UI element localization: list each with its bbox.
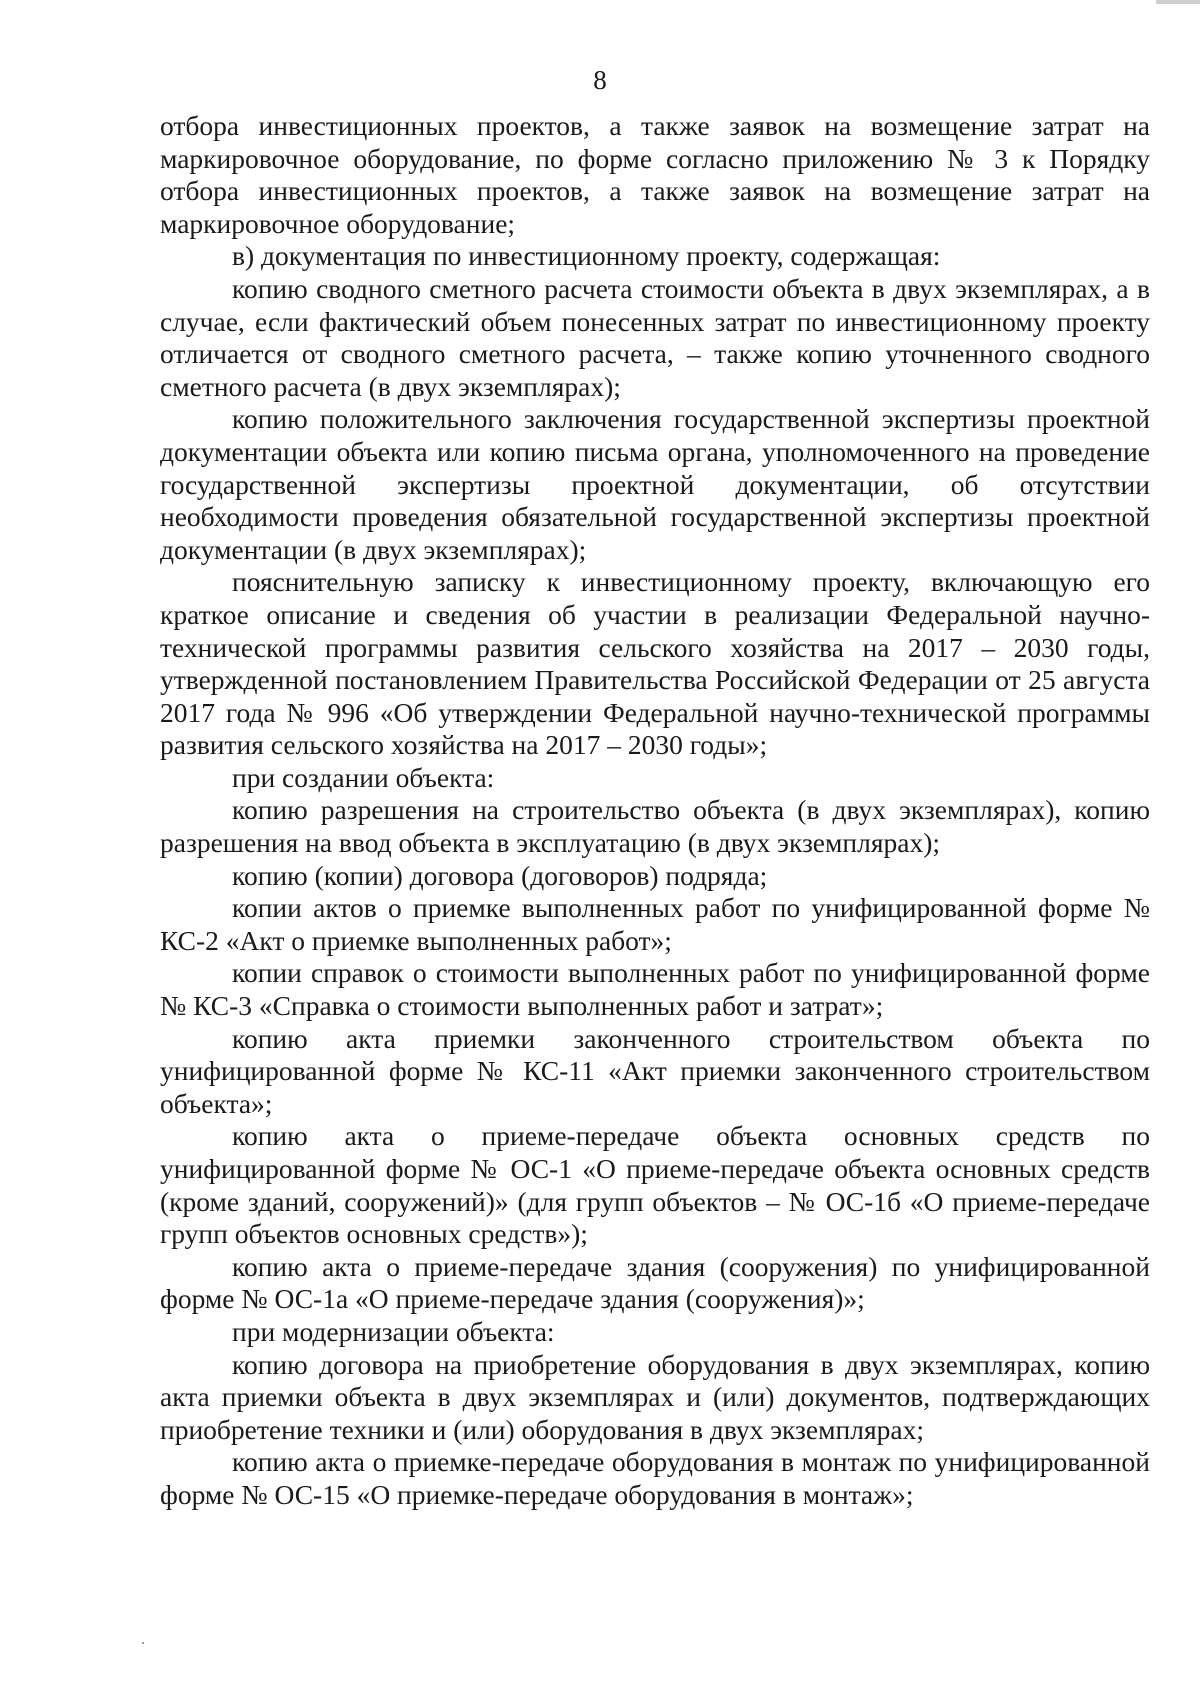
- page-number: 8: [593, 65, 607, 95]
- scan-edge-mark: [1156, 0, 1200, 4]
- paragraph: копии справок о стоимости выполненных работ по унифицированной форме № КС-3 «Справка о стоимости выполненных работ и затрат»;: [160, 957, 1150, 1022]
- paragraph: копию акта о приеме-передаче здания (сооружения) по унифицированной форме № ОС-1а «О приеме-передаче здания (сооружения)»;: [160, 1250, 1150, 1315]
- paragraph: копию разрешения на строительство объекта (в двух экземплярах), копию разрешения на ввод объекта в эксплуатацию (в двух экземплярах);: [160, 794, 1150, 859]
- document-body: [160, 110, 1150, 1512]
- paragraph: копию договора на приобретение оборудования в двух экземплярах, копию акта приемки объекта в двух экземплярах и (или) документов, подтверждающих приобретение техники и (или) оборудования в двух экземплярах;: [160, 1348, 1150, 1445]
- paragraph: копию (копии) договора (договоров) подряда;: [232, 859, 768, 891]
- paragraph: копию сводного сметного расчета стоимости объекта в двух экземплярах, а в случае, если фактический объем понесенных затрат по инвестиционному проекту отличается от сводного сметного расчета, – также копию уточненного сводного сметного расчета (в двух экземплярах);: [160, 272, 1150, 402]
- paragraph: при создании объекта:: [232, 761, 495, 793]
- paragraph: при модернизации объекта:: [232, 1315, 555, 1347]
- scan-speck: [142, 1642, 144, 1644]
- paragraph: копию положительного заключения государственной экспертизы проектной документации объекта или копию письма органа, уполномоченного на проведение государственной экспертизы проектной документации, об отсутствии необходимости проведения обязательной государственной экспертизы проектной документации (в двух экземплярах);: [160, 403, 1150, 565]
- paragraph: копию акта приемки законченного строительством объекта по унифицированной форме № КС-11 «Акт приемки законченного строительством объекта»;: [160, 1022, 1150, 1119]
- paragraph: копии актов о приемке выполненных работ по унифицированной форме № КС-2 «Акт о приемке выполненных работ»;: [160, 892, 1150, 956]
- paragraph: в) документация по инвестиционному проекту, содержащая:: [232, 240, 941, 272]
- paragraph: пояснительную записку к инвестиционному проекту, включающую его краткое описание и сведения об участии в реализации Федеральной научно-технической программы развития сельского хозяйства на 2017 – 2030 годы, утвержденной постановлением Правительства Российской Федерации от 25 августа 2017 года № 996 «Об утверждении Федеральной научно-технической программы развития сельского хозяйства на 2017 – 2030 годы»;: [160, 566, 1150, 761]
- paragraph: копию акта о приемке-передаче оборудования в монтаж по унифицированной форме № ОС-15 «О приемке-передаче оборудования в монтаж»;: [160, 1446, 1150, 1510]
- paragraph: отбора инвестиционных проектов, а также заявок на возмещение затрат на маркировочное оборудование, по форме согласно приложению № 3 к Порядку отбора инвестиционных проектов, а также заявок на возмещение затрат на маркировочное оборудование;: [160, 110, 1150, 239]
- paragraph: копию акта о приеме-передаче объекта основных средств по унифицированной форме № ОС-1 «О приеме-передаче объекта основных средств (кроме зданий, сооружений)» (для групп объектов – № ОС-1б «О приеме-передаче групп объектов основных средств»);: [160, 1120, 1150, 1250]
